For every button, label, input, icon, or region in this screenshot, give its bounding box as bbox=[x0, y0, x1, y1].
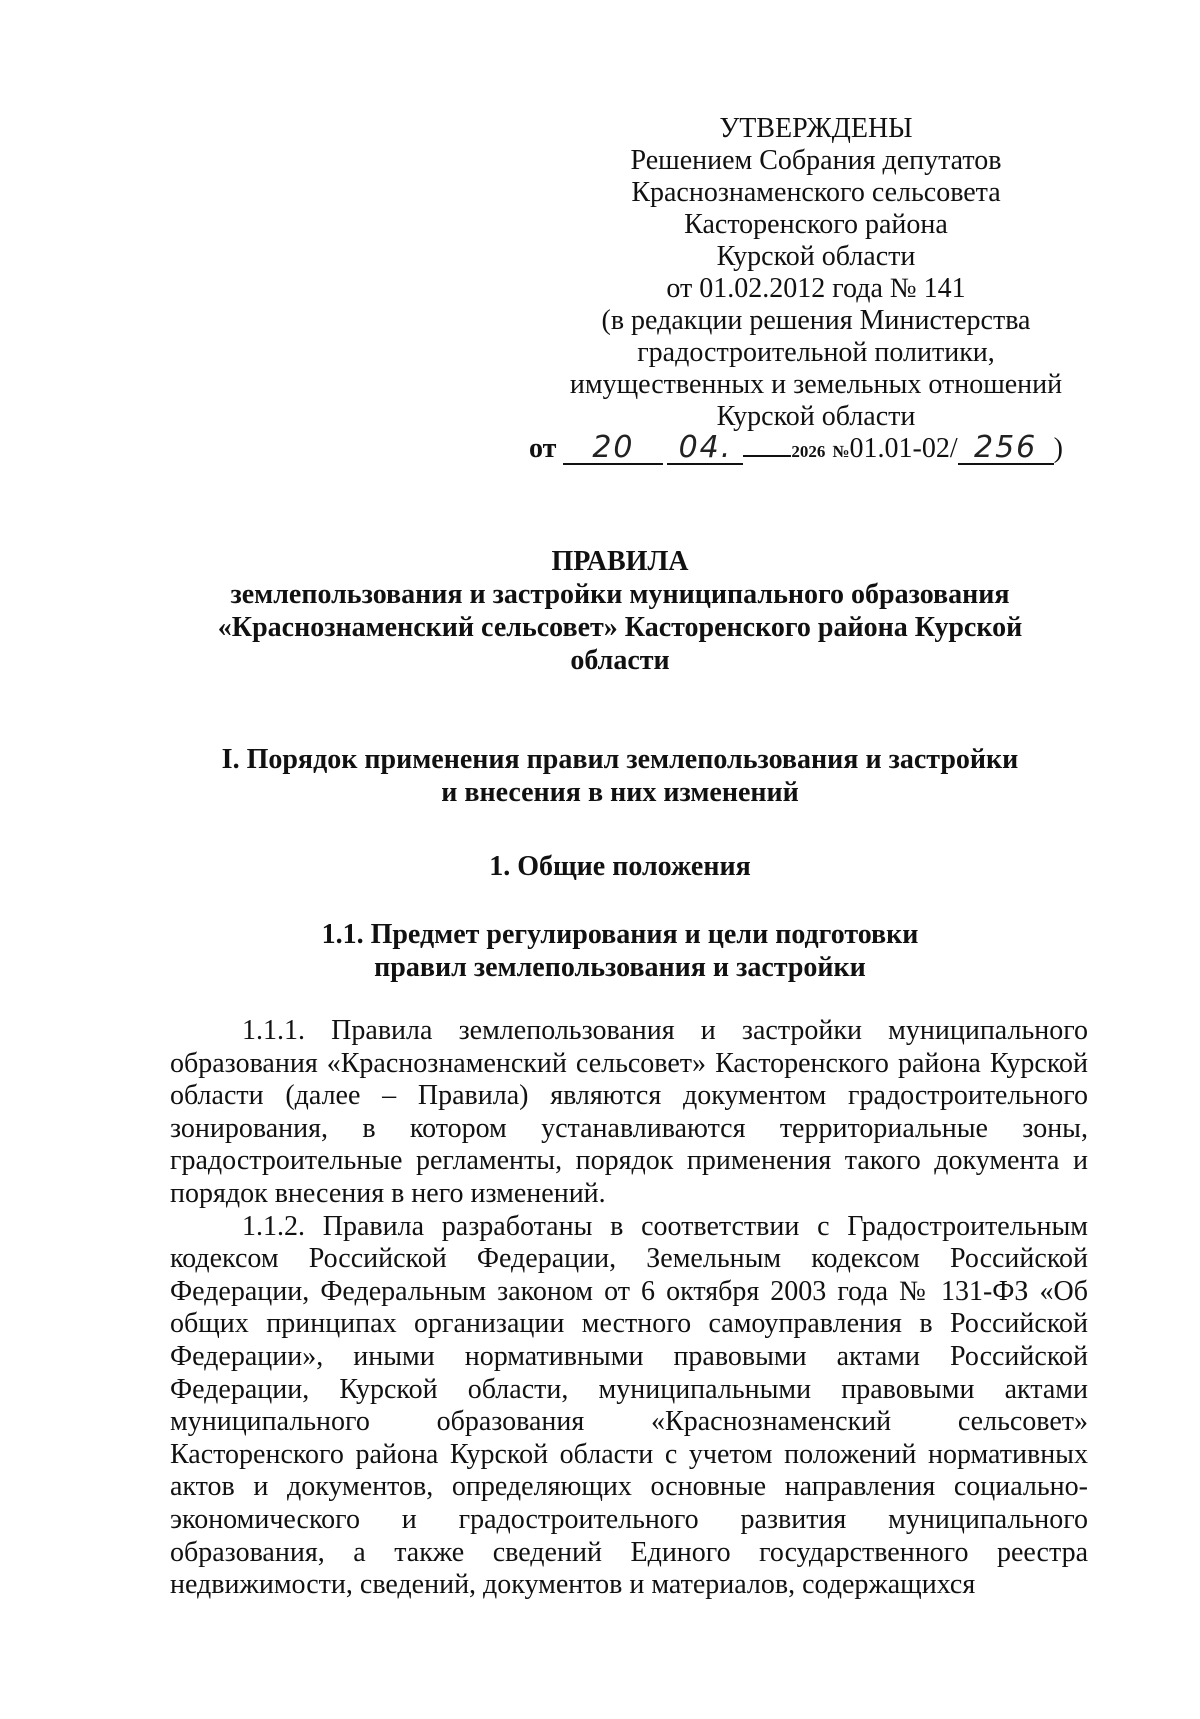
title-line: области bbox=[570, 645, 670, 676]
title-line: «Краснознаменский сельсовет» Касторенского района Курской bbox=[217, 612, 1023, 643]
date-prefix: от bbox=[529, 433, 557, 464]
approval-line: Краснознаменского сельсовета bbox=[631, 177, 1001, 208]
section-heading-2: 1. Общие положения bbox=[489, 851, 751, 882]
section-heading-1 bbox=[170, 743, 1070, 809]
approval-line: Касторенского района bbox=[684, 209, 948, 240]
approval-line: Курской области bbox=[716, 401, 916, 432]
section-heading-line: правил землепользования и застройки bbox=[374, 952, 866, 983]
approval-line: (в редакции решения Министерства bbox=[601, 305, 1031, 336]
paragraph: 1.1.2. Правила разработаны в соответствии с Градостроительным кодексом Российской Федерации, Земельным кодексом Российской Федерации, Федеральным законом от 6 октября 2003 года № 131-ФЗ «Об общих принципах организации местного самоуправления в Российской Федерации», иными нормативными правовыми актами Российской Федерации, Курской области, муниципальными правовыми актами муниципального образования «Краснознаменский сельсовет» Касторенского района Курской области с учетом положений нормативных актов и документов, определяющих основные направления социально-экономического и градостроительного развития муниципального образования, а также сведений Единого государственного реестра недвижимости, сведений, документов и материалов, содержащихся bbox=[170, 1210, 1088, 1601]
approval-line: Решением Собрания депутатов bbox=[630, 145, 1002, 176]
approval-date-line bbox=[520, 430, 1072, 468]
approval-line: градостроительной политики, bbox=[637, 337, 995, 368]
paragraph: 1.1.1. Правила землепользования и застройки муниципального образования «Краснознаменский сельсовет» Касторенского района Курской области (далее – Правила) являются документом градостроительного зонирования, в котором устанавливаются территориальные зоны, градостроительные регламенты, порядок применения такого документа и порядок внесения в него изменений. bbox=[170, 1015, 1088, 1209]
number-prefix: 01.01-02/ bbox=[849, 433, 958, 464]
title-heading: ПРАВИЛА bbox=[551, 546, 689, 577]
handwritten-month: 04. bbox=[667, 433, 743, 465]
approval-line: Курской области bbox=[716, 241, 916, 272]
section-heading-line: и внесения в них изменений bbox=[441, 777, 799, 808]
approval-stamp bbox=[529, 113, 1072, 468]
date-year: 2026 bbox=[791, 442, 826, 461]
section-heading-line: 1.1. Предмет регулирования и цели подготовки bbox=[321, 919, 919, 950]
handwritten-day: 20 bbox=[563, 433, 663, 465]
section-heading-line: I. Порядок применения правил землепользования и застройки bbox=[221, 744, 1019, 775]
section-heading-3 bbox=[170, 918, 1070, 984]
number-suffix: ) bbox=[1053, 433, 1063, 464]
date-blank bbox=[743, 435, 791, 457]
title-line: землепользования и застройки муниципального образования bbox=[230, 579, 1010, 610]
approval-heading: УТВЕРЖДЕНЫ bbox=[719, 113, 913, 144]
approval-line: имущественных и земельных отношений bbox=[569, 369, 1063, 400]
document-title bbox=[170, 545, 1070, 677]
approval-line: от 01.02.2012 года № 141 bbox=[666, 273, 966, 304]
number-sign: № bbox=[832, 442, 850, 461]
body-text bbox=[170, 1015, 1088, 1602]
handwritten-number: 256 bbox=[958, 433, 1054, 465]
